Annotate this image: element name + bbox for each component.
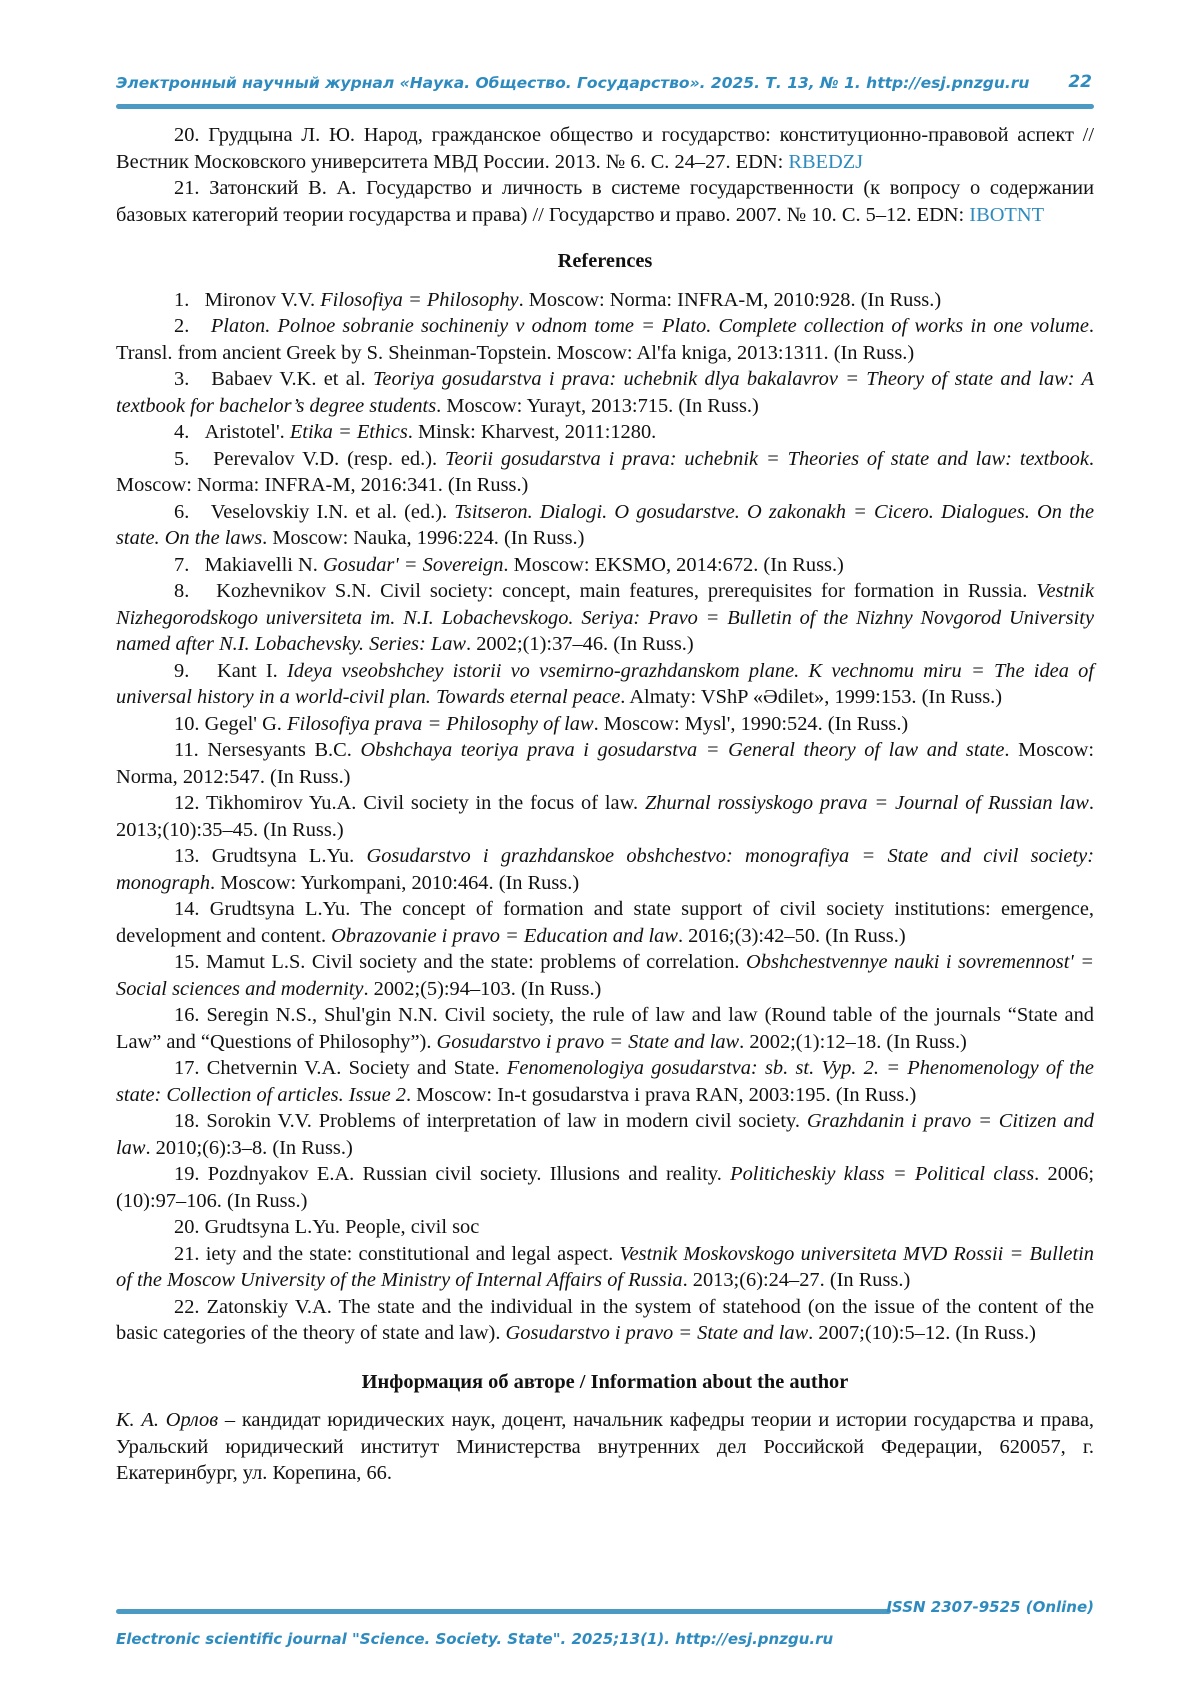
references-heading: References bbox=[557, 250, 653, 272]
reference-details: . 2013;(6):24–27. (In Russ.) bbox=[682, 1269, 911, 1291]
reference-number: 21. bbox=[174, 1242, 200, 1265]
author-info-heading: Информация об авторе / Information about the author bbox=[361, 1370, 849, 1393]
reference-number: 3. bbox=[174, 368, 190, 390]
reference-details: . Moscow: In-t gosudarstva i prava RAN, 2003:195. (In Russ.) bbox=[405, 1083, 917, 1106]
reference-details: . Moscow: Norma: INFRA-M, 2016:341. (In Russ.) bbox=[116, 447, 1095, 496]
article-body bbox=[116, 122, 1094, 1487]
footer-journal-title: Electronic scientific journal "Science. Society. State". 2025;13(1). http://esj.pnzgu.ru bbox=[116, 1630, 834, 1648]
reference-title: Tsitseron. Dialogi. O gosudarstve. O zakonakh = Cicero. Dialogues. On the state. On the laws bbox=[116, 500, 1095, 549]
reference-details: . 2006;(10):97–106. (In Russ.) bbox=[116, 1163, 1094, 1212]
reference-number: 22. bbox=[174, 1295, 200, 1318]
reference-item bbox=[116, 896, 1094, 949]
reference-item bbox=[116, 419, 1094, 446]
reference-number: 8. bbox=[174, 580, 190, 602]
reference-authors: Pozdnyakov E.A. Russian civil society. Illusions and reality. bbox=[207, 1163, 731, 1185]
header-rule bbox=[116, 104, 1094, 109]
reference-item bbox=[116, 1294, 1094, 1347]
reference-details: . 2007;(10):5–12. (In Russ.) bbox=[808, 1322, 1036, 1344]
reference-authors: Tikhomirov Yu.A. Civil society in the focus of law. bbox=[206, 792, 645, 814]
reference-details: . 2010;(6):3–8. (In Russ.) bbox=[145, 1136, 353, 1159]
reference-details: . Almaty: VShP «Ədilet», 1999:153. (In Russ.) bbox=[620, 686, 1003, 708]
reference-number: 18. bbox=[174, 1110, 200, 1132]
reference-number: 14. bbox=[174, 898, 200, 920]
reference-item bbox=[116, 1002, 1094, 1055]
reference-title: Vestnik Moskovskogo universiteta MVD Rossii = Bulletin of the Moscow University of the Ministry of Internal Affairs of Russia bbox=[116, 1242, 1095, 1291]
reference-title: Obrazovanie i pravo = Education and law bbox=[331, 924, 678, 947]
reference-details: . 2016;(3):42–50. (In Russ.) bbox=[677, 924, 906, 947]
reference-authors: Chetvernin V.A. Society and State. bbox=[206, 1057, 507, 1079]
reference-number: 12. bbox=[174, 792, 200, 814]
reference-number: 7. bbox=[174, 553, 190, 576]
reference-authors: Perevalov V.D. (resp. ed.). bbox=[213, 447, 446, 470]
reference-authors: Mamut L.S. Civil society and the state: problems of correlation. bbox=[206, 951, 747, 973]
reference-number: 11. bbox=[174, 739, 199, 761]
author-description: – кандидат юридических наук, доцент, начальник кафедры теории и истории государства и права, Уральский юридический институт Министерства внутренних дел Российской Федерации, 620057, г. Екатеринбург, ул. Корепина, 66. bbox=[116, 1409, 1094, 1484]
reference-item bbox=[116, 1108, 1094, 1161]
reference-details: . Moscow: Yurayt, 2013:715. (In Russ.) bbox=[436, 394, 759, 417]
reference-item bbox=[116, 949, 1094, 1002]
reference-title: Zhurnal rossiyskogo prava = Journal of Russian law bbox=[644, 792, 1089, 814]
reference-details: . Moscow: EKSMO, 2014:672. (In Russ.) bbox=[503, 553, 844, 576]
russian-reference-list bbox=[116, 122, 1094, 228]
reference-authors: Sorokin V.V. Problems of interpretation of law in modern civil society. bbox=[206, 1110, 807, 1132]
reference-item bbox=[116, 446, 1094, 499]
reference-title: Gosudarstvo i grazhdanskoe obshchestvo: monografiya = State and civil society: monograph bbox=[116, 845, 1094, 894]
reference-title: Ideya vseobshchey istorii vo vsemirno-grazhdanskom plane. K vechnomu miru = The idea of universal history in a world-civil plan. Towards eternal peace bbox=[116, 659, 1094, 708]
reference-item bbox=[116, 737, 1094, 790]
reference-title: Teoriya gosudarstva i prava: uchebnik dlya bakalavrov = Theory of state and law: A textbook for bachelor’s degree students bbox=[116, 368, 1094, 417]
reference-authors: Makiavelli N. bbox=[204, 553, 323, 576]
reference-authors: Grudtsyna L.Yu. The concept of formation and state support of civil society institutions: emergence, development and content. bbox=[116, 898, 1094, 947]
reference-authors: Zatonskiy V.A. The state and the individual in the system of statehood (on the issue of the content of the basic categories of the theory of state and law). bbox=[116, 1295, 1094, 1344]
reference-authors: iety and the state: constitutional and legal aspect. bbox=[205, 1242, 620, 1265]
reference-authors: Kozhevnikov S.N. Civil society: concept, main features, prerequisites for formation in Russia. bbox=[216, 580, 1037, 602]
reference-text: Грудцына Л. Ю. Народ, гражданское общество и государство: конституционно-правовой аспект // Вестник Московского университета МВД России. 2013. № 6. С. 24–27. EDN: bbox=[116, 124, 1094, 173]
reference-number: 5. bbox=[174, 447, 190, 470]
reference-item bbox=[116, 313, 1094, 366]
reference-details: . Moscow: Nauka, 1996:224. (In Russ.) bbox=[262, 527, 585, 549]
reference-item bbox=[116, 711, 1094, 738]
page-number: 22 bbox=[1068, 72, 1092, 92]
reference-title: Gosudarstvo i pravo = State and law bbox=[436, 1030, 740, 1053]
reference-number: 10. bbox=[174, 712, 200, 735]
reference-details: . 2002;(1):12–18. (In Russ.) bbox=[739, 1030, 967, 1053]
reference-item bbox=[116, 1161, 1094, 1214]
reference-number: 16. bbox=[174, 1004, 200, 1026]
reference-item bbox=[116, 499, 1094, 552]
reference-title: Filosofiya = Philosophy bbox=[320, 288, 519, 311]
author-info bbox=[116, 1407, 1094, 1487]
reference-number: 19. bbox=[174, 1163, 200, 1185]
reference-item bbox=[116, 790, 1094, 843]
reference-number: 13. bbox=[174, 845, 200, 867]
reference-number: 6. bbox=[174, 500, 190, 523]
reference-details: . Moscow: Mysl', 1990:524. (In Russ.) bbox=[593, 712, 909, 735]
reference-item bbox=[116, 843, 1094, 896]
reference-title: Teorii gosudarstva i prava: uchebnik = Theories of state and law: textbook bbox=[445, 447, 1089, 470]
reference-number: 21. bbox=[174, 177, 200, 199]
reference-authors: Grudtsyna L.Yu. People, civil soc bbox=[204, 1216, 480, 1238]
reference-title: Grazhdanin i pravo = Citizen and law bbox=[116, 1110, 1095, 1159]
reference-title: Filosofiya prava = Philosophy of law bbox=[287, 712, 594, 735]
reference-title: Obshchestvennye nauki i sovremennost' = Social sciences and modernity bbox=[116, 951, 1094, 1000]
reference-details: . 2002;(1):37–46. (In Russ.) bbox=[466, 633, 694, 655]
reference-authors: Aristotel'. bbox=[204, 421, 290, 443]
reference-item bbox=[116, 366, 1094, 419]
reference-authors: Seregin N.S., Shul'gin N.N. Civil society, the rule of law and law (Round table of the journals “State and Law” and “Questions of Philosophy”). bbox=[116, 1004, 1094, 1053]
reference-details: . Moscow: Norma: INFRA-M, 2010:928. (In Russ.) bbox=[518, 288, 942, 311]
reference-details: . Transl. from ancient Greek by S. Sheinman-Topstein. Moscow: Al'fa kniga, 2013:1311. (In Russ.) bbox=[116, 315, 1094, 364]
reference-authors: Babaev V.K. et al. bbox=[211, 368, 373, 390]
reference-details: . Moscow: Yurkompani, 2010:464. (In Russ.) bbox=[210, 871, 580, 894]
spacer bbox=[116, 1347, 1094, 1369]
reference-title: Vestnik Nizhegorodskogo universiteta im. N.I. Lobachevskogo. Seriya: Pravo = Bulletin of the Nizhny Novgorod University named after N.I. Lobachevsky. Series: Law bbox=[116, 580, 1095, 655]
reference-title: Politicheskiy klass = Political class bbox=[730, 1163, 1035, 1185]
reference-number: 15. bbox=[174, 951, 200, 973]
reference-title: Platon. Polnoe sobranie sochineniy v odnom tome = Plato. Complete collection of works in one volume bbox=[210, 315, 1089, 337]
reference-title: Fenomenologiya gosudarstva: sb. st. Vyp. 2. = Phenomenology of the state: Collection of articles. Issue 2 bbox=[116, 1057, 1094, 1106]
reference-title: Gosudar' = Sovereign bbox=[322, 553, 504, 576]
reference-title: Gosudarstvo i pravo = State and law bbox=[505, 1322, 809, 1344]
reference-item bbox=[116, 287, 1094, 314]
reference-details: . Moscow: Norma, 2012:547. (In Russ.) bbox=[116, 739, 1095, 788]
russian-reference-item bbox=[116, 175, 1094, 228]
edn-link[interactable]: RBEDZJ bbox=[788, 150, 864, 173]
footer-rule bbox=[116, 1609, 891, 1614]
reference-authors: Grudtsyna L.Yu. bbox=[211, 845, 367, 867]
reference-authors: Kant I. bbox=[217, 659, 288, 682]
header-journal-title: Электронный научный журнал «Наука. Общество. Государство». 2025. Т. 13, № 1. http://esj.pnzgu.ru bbox=[116, 74, 1030, 92]
reference-text: Затонский В. А. Государство и личность в системе государственности (к вопросу о содержании базовых категорий теории государства и права) // Государство и право. 2007. № 10. С. 5–12. EDN: bbox=[116, 177, 1094, 226]
russian-reference-item bbox=[116, 122, 1094, 175]
reference-item bbox=[116, 1241, 1094, 1294]
reference-authors: Gegel' G. bbox=[204, 712, 287, 735]
reference-item bbox=[116, 578, 1094, 658]
reference-details: . 2002;(5):94–103. (In Russ.) bbox=[363, 977, 602, 1000]
author-name: К. А. Орлов bbox=[116, 1409, 219, 1431]
edn-link[interactable]: IBOTNT bbox=[969, 203, 1045, 226]
reference-number: 1. bbox=[174, 288, 190, 311]
reference-number: 17. bbox=[174, 1057, 200, 1079]
reference-number: 20. bbox=[174, 124, 200, 146]
reference-details: . Minsk: Kharvest, 2011:1280. bbox=[407, 421, 657, 443]
reference-number: 4. bbox=[174, 421, 190, 443]
reference-title: Etika = Ethics bbox=[289, 421, 408, 443]
running-header bbox=[116, 70, 1094, 100]
reference-item bbox=[116, 1055, 1094, 1108]
reference-item bbox=[116, 1214, 1094, 1241]
reference-number: 9. bbox=[174, 659, 190, 682]
reference-list bbox=[116, 287, 1094, 1347]
reference-title: Obshchaya teoriya prava i gosudarstva = General theory of law and state bbox=[360, 739, 1005, 761]
reference-authors: Nersesyants B.C. bbox=[207, 739, 361, 761]
reference-item bbox=[116, 552, 1094, 579]
issn-label: ISSN 2307-9525 (Online) bbox=[886, 1598, 1094, 1616]
reference-number: 2. bbox=[174, 315, 190, 337]
reference-item bbox=[116, 658, 1094, 711]
reference-authors: Veselovskiy I.N. et al. (ed.). bbox=[210, 500, 455, 523]
reference-authors: Mironov V.V. bbox=[204, 288, 321, 311]
reference-details: . 2013;(10):35–45. (In Russ.) bbox=[116, 792, 1094, 841]
reference-number: 20. bbox=[174, 1216, 200, 1238]
